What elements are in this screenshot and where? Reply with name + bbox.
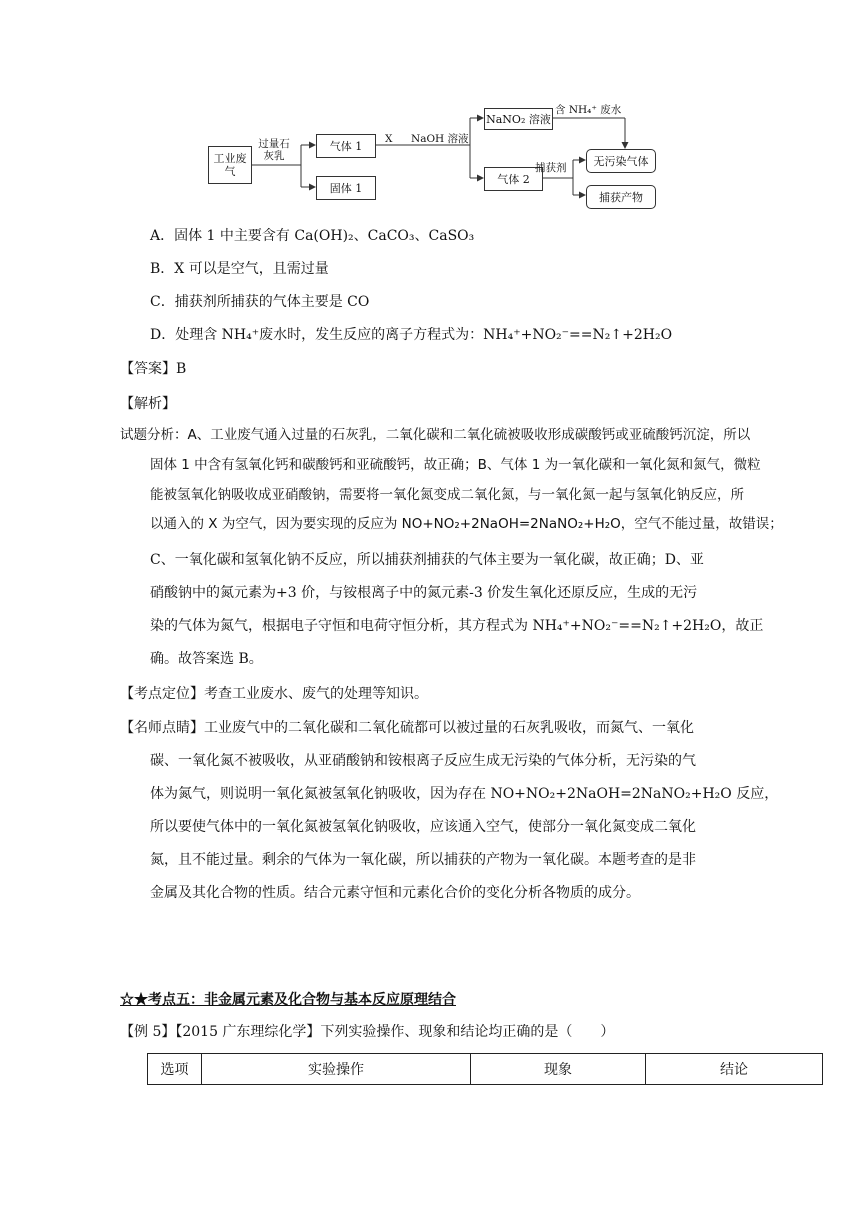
option-b: B．X 可以是空气，且需过量	[150, 261, 329, 277]
option-d: D．处理含 NH₄⁺废水时，发生反应的离子方程式为：NH₄⁺+NO₂⁻==N₂↑+2H₂O	[150, 327, 673, 343]
analysis-line: 试题分析：A、工业废气通入过量的石灰乳，二氧化碳和二氧化硫被吸收形成碳酸钙或亚硫酸钙沉淀，所以	[120, 427, 751, 443]
analysis-line: 固体 1 中含有氢氧化钙和碳酸钙和亚硫酸钙，故正确；B、气体 1 为一氧化碳和一氧化氮和氮气，微粒	[150, 457, 761, 473]
teacher-comment-line: 氮，且不能过量。剩余的气体为一氧化碳，所以捕获的产物为一氧化碳。本题考查的是非	[150, 852, 696, 868]
teacher-comment-line: 碳、一氧化氮不被吸收，从亚硝酸钠和铵根离子反应生成无污染的气体分析，无污染的气	[150, 753, 696, 769]
teacher-comment-line: 体为氮气，则说明一氧化氮被氢氧化钠吸收，因为存在 NO+NO₂+2NaOH=2NaNO₂+H₂O 反应，	[150, 786, 779, 802]
gas2-box: 气体 2	[484, 167, 543, 191]
naoh-solution-label: NaOH 溶液	[411, 133, 469, 145]
nh4-wastewater-label: 含 NH₄⁺ 废水	[555, 104, 622, 116]
teacher-comment-line: 【名师点睛】工业废气中的二氧化碳和二氧化硫都可以被过量的石灰乳吸收，而氮气、一氧化	[120, 720, 694, 736]
experiment-table	[147, 1053, 823, 1085]
table-header-cell: 实验操作	[202, 1054, 471, 1085]
analysis-line: 硝酸钠中的氮元素为+3 价，与铵根离子中的氮元素-3 价发生氧化还原反应，生成的无污	[150, 585, 698, 601]
teacher-comment-line: 金属及其化合物的性质。结合元素守恒和元素化合价的变化分析各物质的成分。	[150, 885, 640, 901]
industrial-waste-gas-box: 工业废气	[208, 146, 252, 184]
analysis-line: C、一氧化碳和氢氧化钠不反应，所以捕获剂捕获的气体主要为一氧化碳，故正确；D、亚	[150, 552, 704, 568]
table-header-cell: 选项	[148, 1054, 202, 1085]
table-header-cell: 现象	[471, 1054, 646, 1085]
option-a: A．固体 1 中主要含有 Ca(OH)₂、CaCO₃、CaSO₃	[150, 228, 475, 244]
solid1-box: 固体 1	[316, 176, 376, 200]
process-flow-diagram	[205, 100, 675, 220]
capture-product-box: 捕获产物	[586, 185, 656, 209]
option-c: C．捕获剂所捕获的气体主要是 CO	[150, 294, 370, 310]
pollution-free-gas-box: 无污染气体	[586, 149, 656, 173]
knowledge-point: 【考点定位】考查工业废水、废气的处理等知识。	[120, 686, 428, 702]
analysis-line: 染的气体为氮气，根据电子守恒和电荷守恒分析，其方程式为 NH₄⁺+NO₂⁻==N₂↑+2H₂O，故正	[150, 618, 764, 634]
nano2-solution-box: NaNO₂ 溶液	[484, 108, 553, 130]
x-label: X	[385, 133, 393, 145]
capture-agent-label: 捕获剂	[535, 162, 567, 174]
analysis-heading: 【解析】	[120, 396, 176, 412]
analysis-line: 以通入的 X 为空气，因为要实现的反应为 NO+NO₂+2NaOH=2NaNO₂+H₂O，空气不能过量，故错误；	[150, 516, 783, 532]
excess-lime-label: 过量石灰乳	[258, 138, 290, 162]
analysis-line: 能被氢氧化钠吸收成亚硝酸钠，需要将一氧化氮变成二氧化氮，与一氧化氮一起与氢氧化钠反应，所	[150, 487, 744, 503]
section-title: ☆★考点五：非金属元素及化合物与基本反应原理结合	[120, 992, 456, 1008]
answer: 【答案】B	[120, 361, 187, 377]
analysis-line: 确。故答案选 B。	[150, 651, 263, 667]
table-header-row	[148, 1054, 823, 1085]
table-header-cell: 结论	[646, 1054, 823, 1085]
example-question: 【例 5】【2015 广东理综化学】下列实验操作、现象和结论均正确的是（ ）	[120, 1024, 615, 1040]
gas1-box: 气体 1	[316, 134, 376, 158]
teacher-comment-line: 所以要使气体中的一氧化氮被氢氧化钠吸收，应该通入空气，使部分一氧化氮变成二氧化	[150, 819, 696, 835]
